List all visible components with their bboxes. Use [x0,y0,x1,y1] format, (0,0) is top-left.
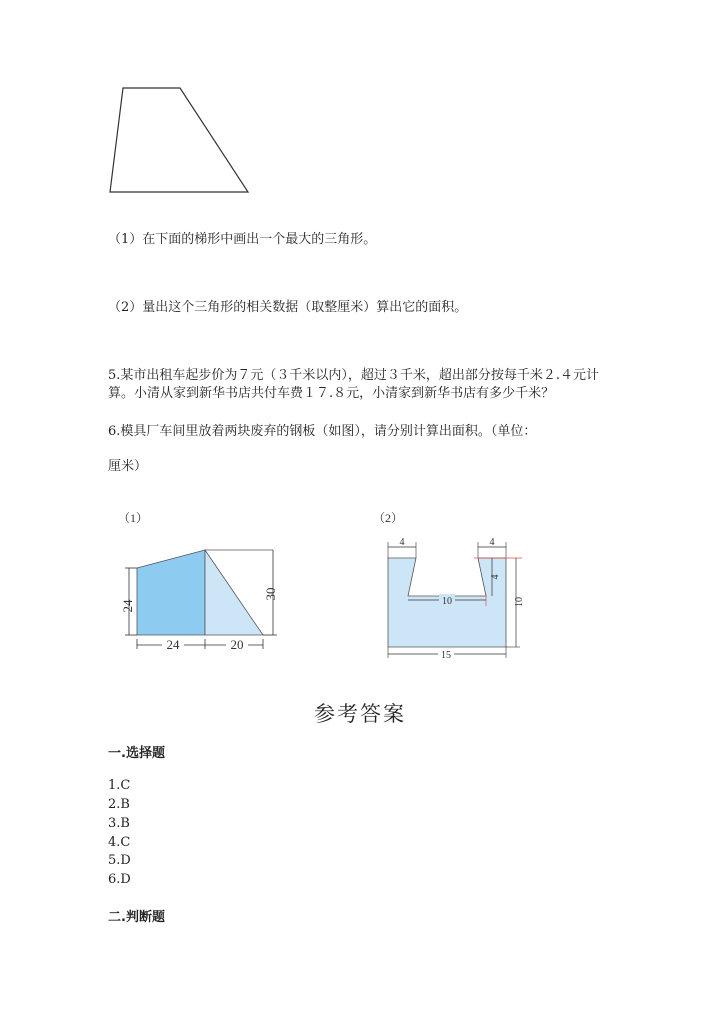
figure-1-left-height: 24 [120,599,135,613]
trapezoid-figure [100,80,260,200]
figure-1-base-left: 24 [166,637,180,652]
answers-title: 参考答案 [314,702,406,726]
steel-plate-figure-1 [115,508,290,658]
answer-item: 3.B [108,816,130,831]
question-1-part-2: （2）量出这个三角形的相关数据（取整厘米）算出它的面积。 [108,300,468,315]
figure-2-notch-depth: 4 [490,574,501,580]
figure-2-height: 10 [514,597,525,607]
question-1-part-1: （1）在下面的梯形中画出一个最大的三角形。 [108,232,377,247]
answer-item: 4.C [108,835,131,850]
trapezoid-shape [110,88,248,192]
section-choice: 一.选择题 [108,746,165,761]
section-judgment: 二.判断题 [108,910,165,925]
figure-2-base: 15 [441,650,451,661]
figure-1-left-part [137,550,205,635]
figure-2-top-right: 4 [489,537,495,548]
answer-item: 6.D [108,872,131,887]
figure-1-triangle-part [205,550,263,635]
figure-2-notch-width: 10 [442,596,452,607]
answer-item: 2.B [108,797,130,812]
figure-1-label: （1） [118,511,149,525]
answer-item: 1.C [108,778,131,793]
figure-2-top-left: 4 [399,537,405,548]
figure-1-right-height: 30 [263,587,278,601]
question-5: 5.某市出租车起步价为７元（３千米以内），超过３千米，超出部分按每千米２.４元计算。小清从家到新华书店共付车费１７.８元，小清家到新华书店有多少千米？ [108,368,600,401]
question-6-line-2: 厘米） [108,459,148,474]
question-6-line-1: 6.模具厂车间里放着两块废弃的钢板（如图），请分别计算出面积。（单位： [108,424,537,439]
figure-2-label: （2） [373,511,404,525]
steel-plate-figure-2 [370,508,530,663]
figure-1-base-right: 20 [230,637,244,652]
answer-item: 5.D [108,853,131,868]
